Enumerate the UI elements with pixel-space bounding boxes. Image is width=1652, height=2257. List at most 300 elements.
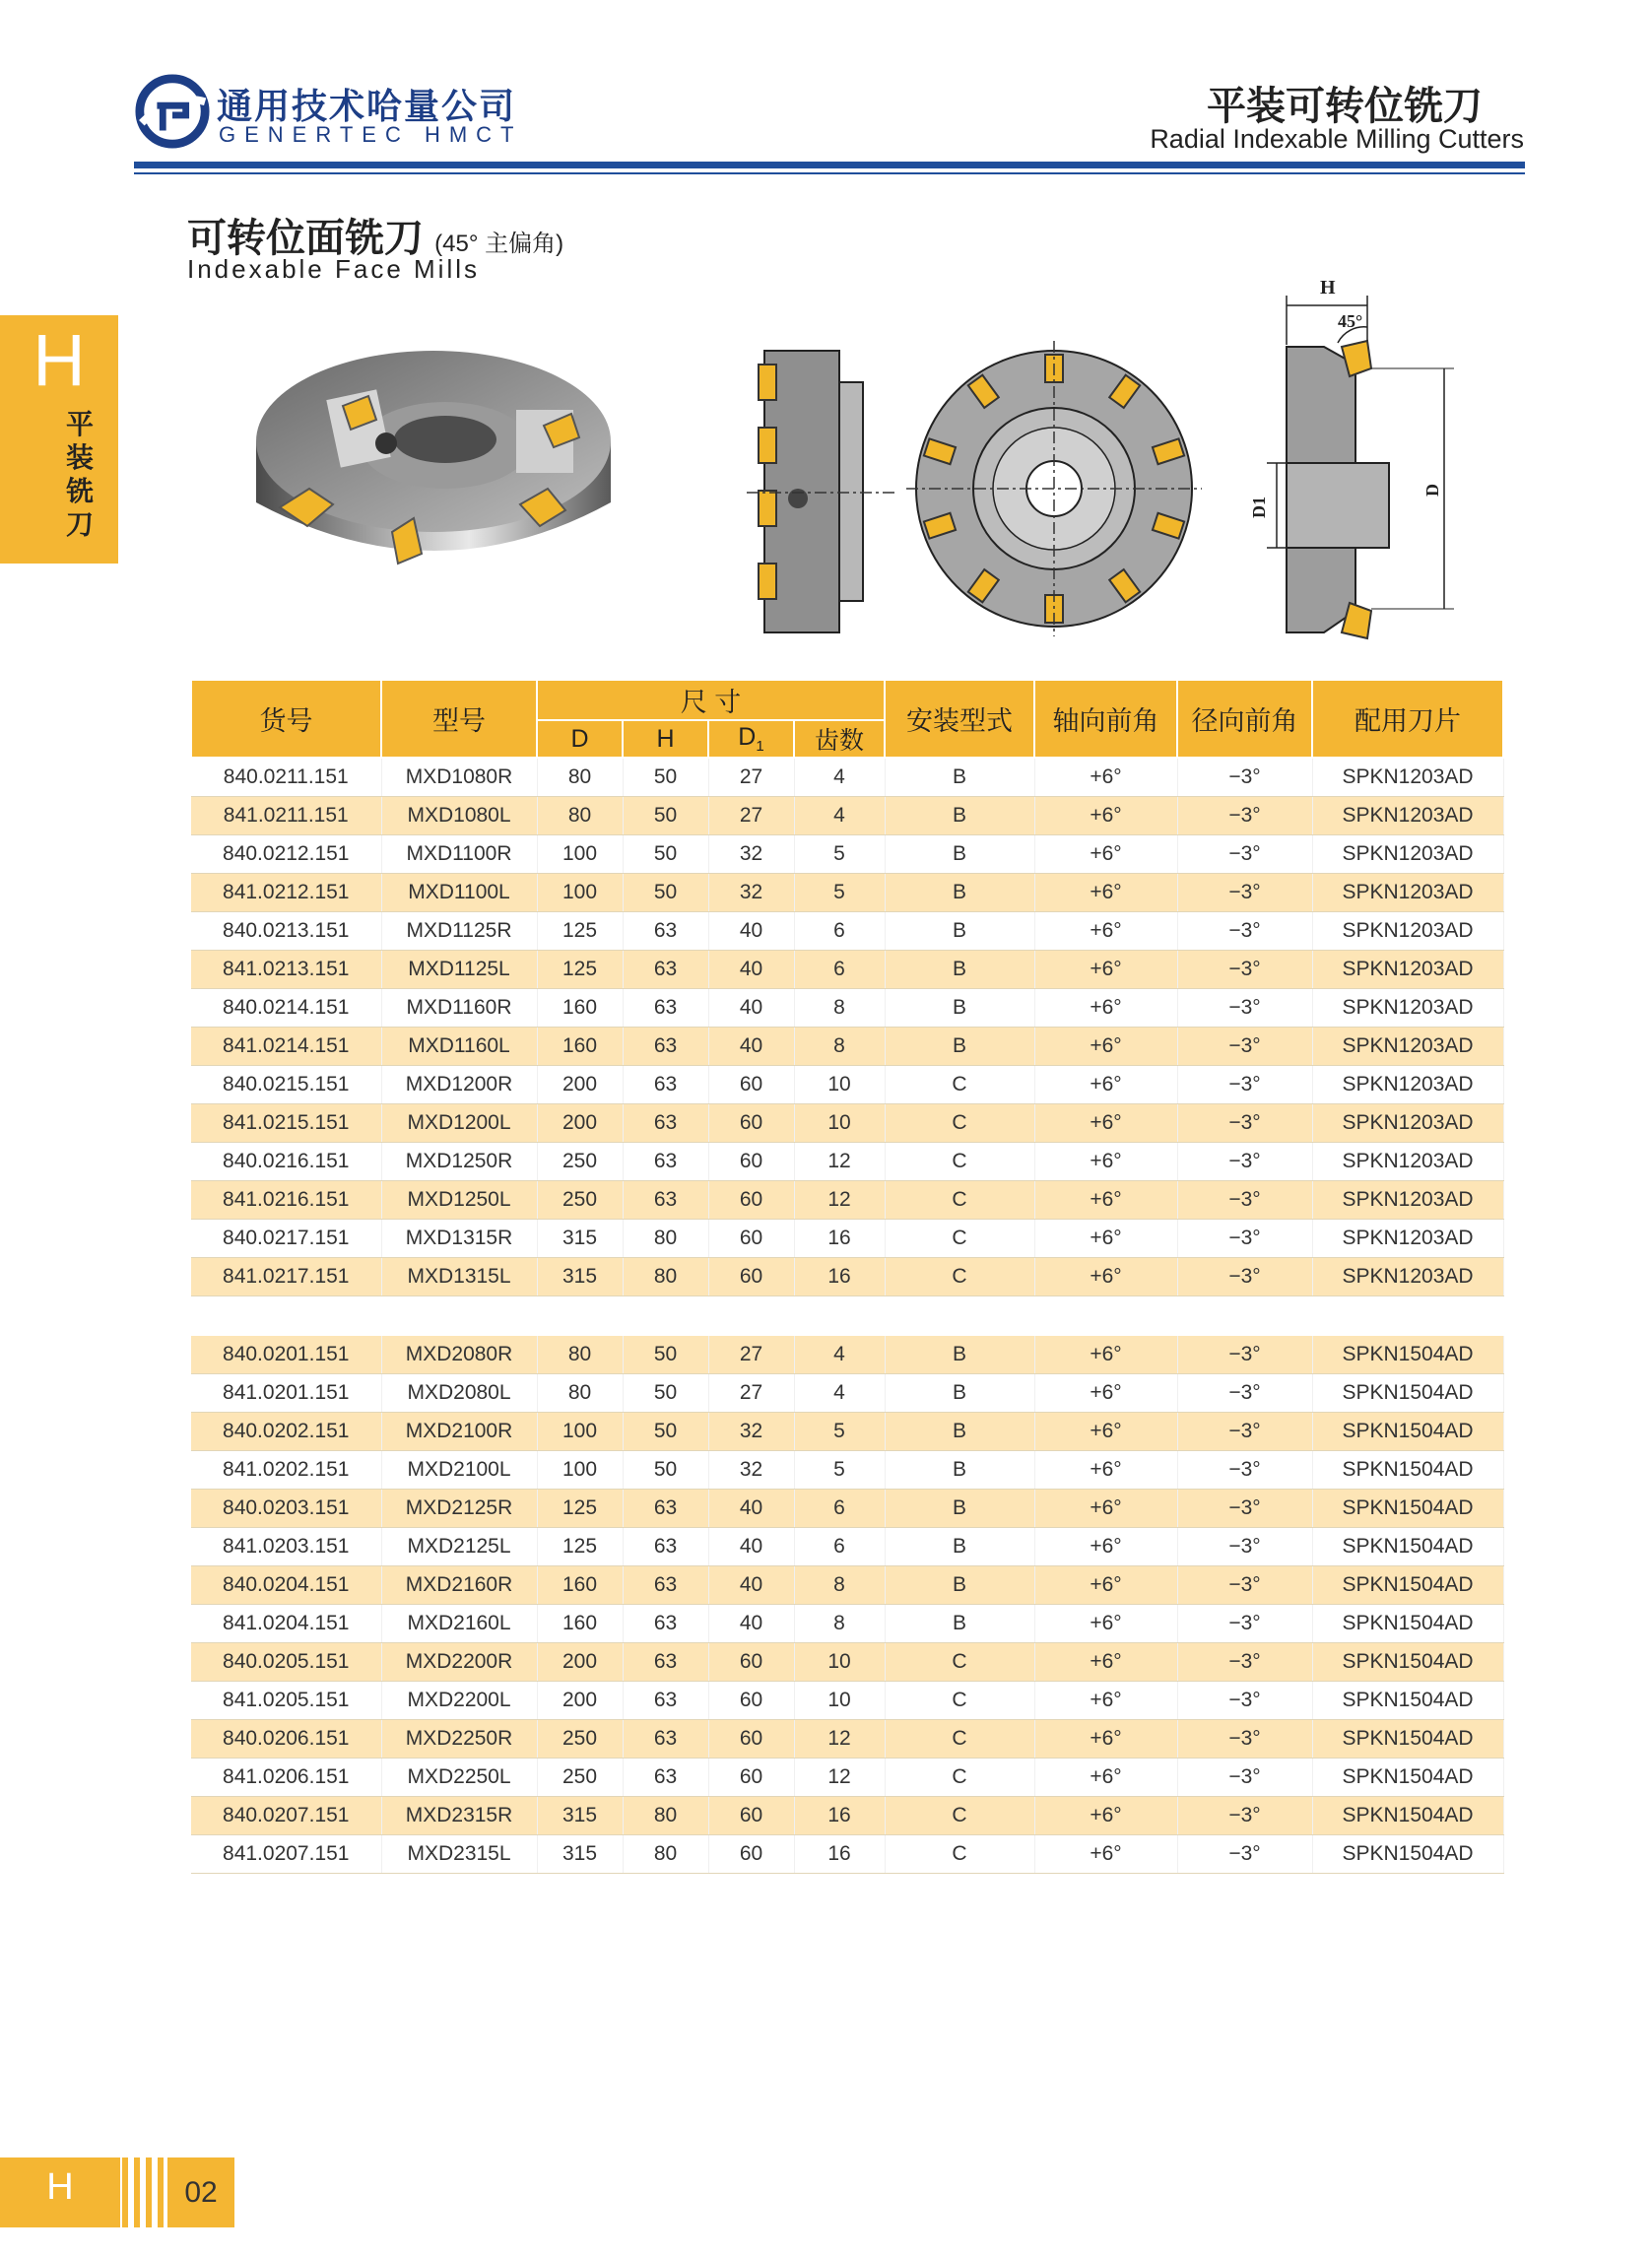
cell-axial: +6°	[1034, 874, 1177, 912]
cell-z: 10	[794, 1682, 885, 1720]
cell-mount: C	[885, 1104, 1034, 1143]
cell-axial: +6°	[1034, 1336, 1177, 1374]
cell-insert: SPKN1203AD	[1312, 989, 1503, 1028]
cell-z: 10	[794, 1643, 885, 1682]
cell-item: 840.0204.151	[191, 1566, 381, 1605]
footer-letter: H	[46, 2166, 74, 2208]
side-tab-text: 平装铣刀	[65, 409, 94, 540]
cell-item: 841.0215.151	[191, 1104, 381, 1143]
cell-mount: B	[885, 912, 1034, 951]
cell-insert: SPKN1203AD	[1312, 1181, 1503, 1220]
cell-radial: −3°	[1177, 1258, 1312, 1296]
cell-d: 200	[537, 1682, 623, 1720]
cell-z: 16	[794, 1258, 885, 1296]
cell-model: MXD1080L	[381, 797, 537, 835]
cell-insert: SPKN1504AD	[1312, 1720, 1503, 1759]
cell-z: 5	[794, 1413, 885, 1451]
cell-z: 4	[794, 1374, 885, 1413]
cell-z: 6	[794, 1528, 885, 1566]
spec-table-body	[191, 758, 1503, 1874]
cell-mount: B	[885, 1490, 1034, 1528]
cell-axial: +6°	[1034, 951, 1177, 989]
cell-h: 50	[623, 1336, 708, 1374]
cell-z: 8	[794, 989, 885, 1028]
cell-d: 315	[537, 1835, 623, 1874]
col-dimensions: 尺 寸	[537, 680, 885, 720]
cell-radial: −3°	[1177, 989, 1312, 1028]
table-row	[191, 1374, 1503, 1413]
section-view-drawing	[1208, 266, 1464, 640]
cell-mount: B	[885, 1028, 1034, 1066]
cell-insert: SPKN1504AD	[1312, 1451, 1503, 1490]
cell-insert: SPKN1504AD	[1312, 1374, 1503, 1413]
cell-d: 80	[537, 1336, 623, 1374]
cell-d1: 60	[708, 1643, 794, 1682]
col-d1-label: D	[738, 723, 757, 751]
cell-axial: +6°	[1034, 1528, 1177, 1566]
cell-z: 8	[794, 1566, 885, 1605]
cell-mount: C	[885, 1759, 1034, 1797]
cell-insert: SPKN1203AD	[1312, 1143, 1503, 1181]
cell-d1: 60	[708, 1258, 794, 1296]
cell-mount: C	[885, 1066, 1034, 1104]
front-view-drawing	[906, 341, 1202, 636]
table-row	[191, 989, 1503, 1028]
cell-model: MXD2080L	[381, 1374, 537, 1413]
cell-z: 16	[794, 1835, 885, 1874]
cell-item: 840.0201.151	[191, 1336, 381, 1374]
col-insert: 配用刀片	[1312, 680, 1503, 758]
brand-name-en: GENERTEC HMCT	[219, 122, 523, 147]
cell-d1: 27	[708, 1336, 794, 1374]
cell-h: 63	[623, 989, 708, 1028]
cell-h: 50	[623, 1374, 708, 1413]
cell-d1: 32	[708, 835, 794, 874]
cell-model: MXD2200L	[381, 1682, 537, 1720]
table-row	[191, 1835, 1503, 1874]
cell-h: 63	[623, 1605, 708, 1643]
cell-d1: 40	[708, 912, 794, 951]
cell-insert: SPKN1504AD	[1312, 1759, 1503, 1797]
table-row	[191, 1528, 1503, 1566]
cell-d1: 27	[708, 758, 794, 797]
cell-d: 250	[537, 1143, 623, 1181]
cell-d: 315	[537, 1797, 623, 1835]
cell-d: 200	[537, 1066, 623, 1104]
table-row	[191, 1759, 1503, 1797]
cell-model: MXD1250L	[381, 1181, 537, 1220]
cell-insert: SPKN1203AD	[1312, 874, 1503, 912]
table-row	[191, 1066, 1503, 1104]
cell-model: MXD2200R	[381, 1643, 537, 1682]
cell-insert: SPKN1203AD	[1312, 1066, 1503, 1104]
table-row	[191, 1336, 1503, 1374]
cell-mount: B	[885, 758, 1034, 797]
col-d: D	[537, 720, 623, 758]
page-number: 02	[167, 2157, 234, 2227]
cell-radial: −3°	[1177, 912, 1312, 951]
cell-d: 125	[537, 912, 623, 951]
cell-axial: +6°	[1034, 1066, 1177, 1104]
cell-insert: SPKN1203AD	[1312, 1028, 1503, 1066]
cell-radial: −3°	[1177, 1682, 1312, 1720]
cell-item: 840.0212.151	[191, 835, 381, 874]
cell-d: 125	[537, 1490, 623, 1528]
cell-h: 50	[623, 758, 708, 797]
cell-z: 16	[794, 1220, 885, 1258]
section-title-en: Indexable Face Mills	[187, 254, 480, 284]
cell-item: 840.0214.151	[191, 989, 381, 1028]
cell-z: 12	[794, 1181, 885, 1220]
cell-z: 8	[794, 1028, 885, 1066]
cell-d1: 27	[708, 797, 794, 835]
cell-mount: B	[885, 1451, 1034, 1490]
cell-radial: −3°	[1177, 1104, 1312, 1143]
cell-insert: SPKN1203AD	[1312, 758, 1503, 797]
cell-model: MXD1315L	[381, 1258, 537, 1296]
cell-h: 63	[623, 951, 708, 989]
header-rule-thin	[134, 172, 1525, 174]
cell-insert: SPKN1504AD	[1312, 1835, 1503, 1874]
cell-model: MXD2315R	[381, 1797, 537, 1835]
cell-radial: −3°	[1177, 1413, 1312, 1451]
cell-z: 4	[794, 1336, 885, 1374]
cell-model: MXD1200L	[381, 1104, 537, 1143]
cell-axial: +6°	[1034, 989, 1177, 1028]
cell-axial: +6°	[1034, 1682, 1177, 1720]
cell-d: 125	[537, 1528, 623, 1566]
cell-mount: C	[885, 1797, 1034, 1835]
cell-axial: +6°	[1034, 1258, 1177, 1296]
cell-h: 80	[623, 1258, 708, 1296]
cell-item: 840.0207.151	[191, 1797, 381, 1835]
cell-axial: +6°	[1034, 1220, 1177, 1258]
col-item-no: 货号	[191, 680, 381, 758]
cell-z: 6	[794, 1490, 885, 1528]
cell-axial: +6°	[1034, 1143, 1177, 1181]
product-photo	[248, 335, 621, 601]
cell-insert: SPKN1203AD	[1312, 912, 1503, 951]
cell-insert: SPKN1504AD	[1312, 1528, 1503, 1566]
cell-model: MXD2160R	[381, 1566, 537, 1605]
cell-d1: 40	[708, 1528, 794, 1566]
table-row	[191, 1720, 1503, 1759]
cell-d1: 60	[708, 1066, 794, 1104]
cell-mount: C	[885, 1143, 1034, 1181]
cell-model: MXD1160R	[381, 989, 537, 1028]
cell-item: 841.0205.151	[191, 1682, 381, 1720]
cell-d: 160	[537, 1028, 623, 1066]
cell-z: 12	[794, 1720, 885, 1759]
cell-axial: +6°	[1034, 797, 1177, 835]
cell-d1: 40	[708, 1566, 794, 1605]
cell-mount: B	[885, 1566, 1034, 1605]
cell-h: 50	[623, 874, 708, 912]
cell-z: 8	[794, 1605, 885, 1643]
table-row	[191, 1605, 1503, 1643]
section-title-main: 可转位面铣刀	[187, 217, 424, 260]
cell-h: 63	[623, 1143, 708, 1181]
cell-d: 160	[537, 989, 623, 1028]
cell-axial: +6°	[1034, 1759, 1177, 1797]
cell-model: MXD1100L	[381, 874, 537, 912]
cell-z: 4	[794, 797, 885, 835]
cell-d1: 40	[708, 989, 794, 1028]
group-spacer-cell	[191, 1296, 1503, 1337]
table-row	[191, 758, 1503, 797]
cell-item: 840.0216.151	[191, 1143, 381, 1181]
cell-radial: −3°	[1177, 1374, 1312, 1413]
cell-axial: +6°	[1034, 835, 1177, 874]
cell-h: 63	[623, 1682, 708, 1720]
cell-d1: 40	[708, 1490, 794, 1528]
cell-radial: −3°	[1177, 1797, 1312, 1835]
cell-item: 841.0207.151	[191, 1835, 381, 1874]
cell-axial: +6°	[1034, 758, 1177, 797]
cell-insert: SPKN1203AD	[1312, 1104, 1503, 1143]
cell-item: 841.0216.151	[191, 1181, 381, 1220]
cell-item: 841.0203.151	[191, 1528, 381, 1566]
table-row	[191, 912, 1503, 951]
col-radial-rake: 径向前角	[1177, 680, 1312, 758]
cell-d1: 60	[708, 1720, 794, 1759]
cell-h: 63	[623, 1528, 708, 1566]
cell-model: MXD2080R	[381, 1336, 537, 1374]
side-tab-letter: H	[33, 319, 86, 401]
cell-radial: −3°	[1177, 1566, 1312, 1605]
cell-model: MXD2160L	[381, 1605, 537, 1643]
cell-mount: B	[885, 1374, 1034, 1413]
cell-insert: SPKN1504AD	[1312, 1566, 1503, 1605]
cell-mount: C	[885, 1181, 1034, 1220]
cell-d: 315	[537, 1258, 623, 1296]
cell-d: 315	[537, 1220, 623, 1258]
cell-radial: −3°	[1177, 1181, 1312, 1220]
cell-item: 840.0217.151	[191, 1220, 381, 1258]
cell-d: 200	[537, 1104, 623, 1143]
cell-axial: +6°	[1034, 1643, 1177, 1682]
cell-mount: C	[885, 1835, 1034, 1874]
cell-item: 841.0211.151	[191, 797, 381, 835]
table-row	[191, 874, 1503, 912]
cell-radial: −3°	[1177, 758, 1312, 797]
cell-model: MXD1100R	[381, 835, 537, 874]
table-row	[191, 1566, 1503, 1605]
cell-model: MXD1125R	[381, 912, 537, 951]
cell-d1: 60	[708, 1835, 794, 1874]
dim-label-h: H	[1320, 277, 1336, 299]
cell-item: 841.0213.151	[191, 951, 381, 989]
cell-model: MXD2250L	[381, 1759, 537, 1797]
header-title-en: Radial Indexable Milling Cutters	[1150, 124, 1524, 154]
cell-h: 50	[623, 797, 708, 835]
cell-z: 12	[794, 1143, 885, 1181]
cell-mount: B	[885, 835, 1034, 874]
dim-label-d: D	[1422, 484, 1442, 497]
cell-z: 6	[794, 912, 885, 951]
col-h: H	[623, 720, 708, 758]
cell-item: 840.0215.151	[191, 1066, 381, 1104]
cell-insert: SPKN1504AD	[1312, 1605, 1503, 1643]
cell-item: 841.0212.151	[191, 874, 381, 912]
cell-h: 63	[623, 912, 708, 951]
cell-radial: −3°	[1177, 1451, 1312, 1490]
cell-d: 160	[537, 1605, 623, 1643]
cell-d1: 60	[708, 1759, 794, 1797]
cell-insert: SPKN1504AD	[1312, 1643, 1503, 1682]
col-d1	[708, 720, 794, 758]
company-logo	[134, 73, 523, 162]
cell-item: 840.0206.151	[191, 1720, 381, 1759]
table-row	[191, 1682, 1503, 1720]
cell-d1: 32	[708, 1413, 794, 1451]
cell-axial: +6°	[1034, 1566, 1177, 1605]
cell-d1: 60	[708, 1220, 794, 1258]
header-rule	[134, 162, 1525, 168]
footer-bars	[116, 2157, 169, 2227]
cell-d: 80	[537, 1374, 623, 1413]
table-row	[191, 1143, 1503, 1181]
cell-radial: −3°	[1177, 1336, 1312, 1374]
table-row	[191, 1797, 1503, 1835]
cell-radial: −3°	[1177, 1143, 1312, 1181]
cell-insert: SPKN1504AD	[1312, 1336, 1503, 1374]
cell-model: MXD2100R	[381, 1413, 537, 1451]
cell-h: 63	[623, 1028, 708, 1066]
cell-item: 841.0217.151	[191, 1258, 381, 1296]
cell-item: 841.0201.151	[191, 1374, 381, 1413]
cell-z: 16	[794, 1797, 885, 1835]
cell-mount: C	[885, 1220, 1034, 1258]
cell-mount: C	[885, 1258, 1034, 1296]
cell-model: MXD1080R	[381, 758, 537, 797]
cell-radial: −3°	[1177, 797, 1312, 835]
cell-mount: B	[885, 1413, 1034, 1451]
cell-mount: C	[885, 1682, 1034, 1720]
cell-model: MXD1125L	[381, 951, 537, 989]
cell-axial: +6°	[1034, 1797, 1177, 1835]
spec-table	[190, 679, 1504, 1874]
cell-z: 5	[794, 874, 885, 912]
cell-d: 250	[537, 1181, 623, 1220]
cell-insert: SPKN1203AD	[1312, 1258, 1503, 1296]
cell-d: 125	[537, 951, 623, 989]
cell-d1: 60	[708, 1104, 794, 1143]
cell-insert: SPKN1504AD	[1312, 1490, 1503, 1528]
table-row	[191, 1413, 1503, 1451]
cell-d: 200	[537, 1643, 623, 1682]
cell-insert: SPKN1504AD	[1312, 1682, 1503, 1720]
cell-d1: 40	[708, 1605, 794, 1643]
cell-d: 100	[537, 874, 623, 912]
cell-item: 840.0205.151	[191, 1643, 381, 1682]
cell-z: 5	[794, 835, 885, 874]
cell-d: 80	[537, 758, 623, 797]
cell-mount: B	[885, 951, 1034, 989]
cell-d1: 27	[708, 1374, 794, 1413]
cell-h: 80	[623, 1835, 708, 1874]
cell-model: MXD2125R	[381, 1490, 537, 1528]
cell-insert: SPKN1203AD	[1312, 951, 1503, 989]
cell-d1: 60	[708, 1682, 794, 1720]
cell-radial: −3°	[1177, 1028, 1312, 1066]
table-row	[191, 1104, 1503, 1143]
cell-item: 840.0213.151	[191, 912, 381, 951]
col-teeth: 齿数	[794, 720, 885, 758]
cell-model: MXD1160L	[381, 1028, 537, 1066]
cell-insert: SPKN1203AD	[1312, 797, 1503, 835]
cell-mount: B	[885, 989, 1034, 1028]
cell-item: 840.0203.151	[191, 1490, 381, 1528]
cell-item: 841.0202.151	[191, 1451, 381, 1490]
cell-d1: 60	[708, 1181, 794, 1220]
cell-h: 80	[623, 1220, 708, 1258]
cell-d: 100	[537, 1413, 623, 1451]
cell-mount: B	[885, 1605, 1034, 1643]
cell-model: MXD1250R	[381, 1143, 537, 1181]
cell-axial: +6°	[1034, 1181, 1177, 1220]
cell-radial: −3°	[1177, 1759, 1312, 1797]
cell-z: 5	[794, 1451, 885, 1490]
cell-mount: C	[885, 1643, 1034, 1682]
cell-insert: SPKN1203AD	[1312, 835, 1503, 874]
group-spacer	[191, 1296, 1503, 1337]
table-row	[191, 1643, 1503, 1682]
dim-label-d1: D1	[1249, 497, 1269, 518]
cell-item: 841.0204.151	[191, 1605, 381, 1643]
cell-model: MXD1315R	[381, 1220, 537, 1258]
cell-d1: 32	[708, 1451, 794, 1490]
brand-name-cn: 通用技术哈量公司	[217, 86, 517, 126]
header-title-cn: 平装可转位铣刀	[1207, 85, 1483, 128]
cell-axial: +6°	[1034, 1720, 1177, 1759]
cell-radial: −3°	[1177, 835, 1312, 874]
cell-mount: B	[885, 1336, 1034, 1374]
cell-h: 63	[623, 1643, 708, 1682]
table-row	[191, 1220, 1503, 1258]
cell-radial: −3°	[1177, 1490, 1312, 1528]
cell-d: 80	[537, 797, 623, 835]
cell-mount: B	[885, 797, 1034, 835]
cell-item: 841.0206.151	[191, 1759, 381, 1797]
table-row	[191, 951, 1503, 989]
section-title-sub: (45° 主偏角)	[434, 231, 564, 257]
side-view-drawing	[747, 343, 894, 638]
cell-d: 250	[537, 1720, 623, 1759]
cell-axial: +6°	[1034, 1605, 1177, 1643]
col-d1-subscript: 1	[756, 738, 764, 755]
cell-d1: 32	[708, 874, 794, 912]
cell-radial: −3°	[1177, 1720, 1312, 1759]
cell-item: 840.0202.151	[191, 1413, 381, 1451]
cell-d1: 40	[708, 951, 794, 989]
col-axial-rake: 轴向前角	[1034, 680, 1177, 758]
cell-axial: +6°	[1034, 1104, 1177, 1143]
cell-insert: SPKN1504AD	[1312, 1413, 1503, 1451]
cell-h: 50	[623, 1451, 708, 1490]
cell-mount: B	[885, 874, 1034, 912]
cell-radial: −3°	[1177, 1605, 1312, 1643]
table-row	[191, 1028, 1503, 1066]
cell-d1: 60	[708, 1797, 794, 1835]
cell-h: 50	[623, 1413, 708, 1451]
col-mount: 安装型式	[885, 680, 1034, 758]
cell-h: 80	[623, 1797, 708, 1835]
table-row	[191, 835, 1503, 874]
cell-radial: −3°	[1177, 1643, 1312, 1682]
cell-model: MXD2250R	[381, 1720, 537, 1759]
cell-axial: +6°	[1034, 1835, 1177, 1874]
